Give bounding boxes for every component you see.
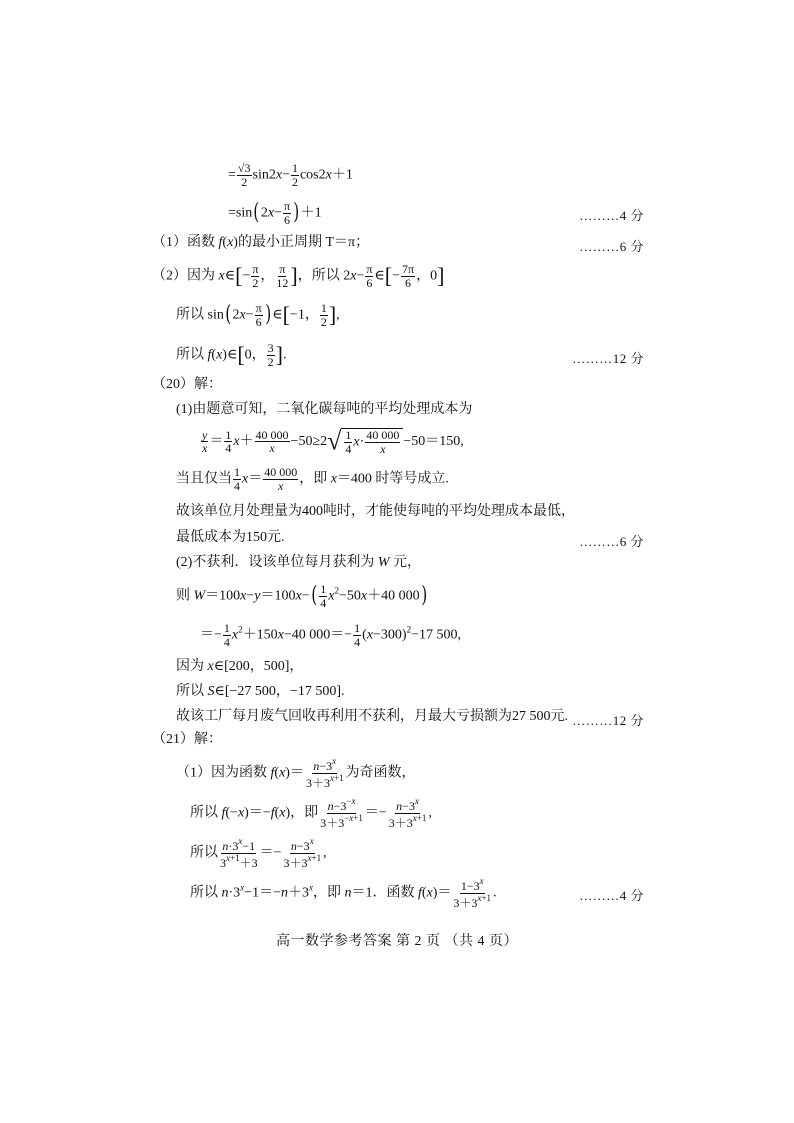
score-6-b: ………6 分 (579, 534, 644, 549)
line-11: 故该单位月处理量为400吨时，才能使每吨的平均处理成本最低， (176, 504, 575, 519)
page-footer: 高一数学参考答案 第 2 页 （共 4 页） (276, 934, 518, 949)
line-18: 故该工厂每月废气回收再利用不获利，月最大亏损额为27 500元. (176, 709, 568, 724)
line-10: 当且仅当 $\frac{1}{4}$ x＝ $\frac{40 000}{x}$ ，即 x＝400 时等号成立. (176, 465, 449, 493)
line-12: 最低成本为150元. (176, 530, 285, 545)
line-22: 所以 $\frac{n\cdot 3^x-1}{3^{x+1}+3}$ ＝− $\frac{n-3^x}{3+3^{x+1}}$ , (190, 836, 327, 870)
line-17: 所以 S∈[−27 500，−17 500]. (176, 684, 345, 699)
line-16: 因为 x∈[200，500]， (176, 659, 304, 674)
line-2: =sin(2x− $\frac{\pi}{6}$ )＋1 (228, 199, 322, 227)
line-1: = $\frac{√3}{2}$ sin2x− $\frac{1}{2}$ cos2x＋1 (228, 161, 353, 189)
line-23: 所以 $n\cdot 3^x-1=-n+3^x$，即 n＝1．函数 f(x)＝ $\frac{1-3^x}{3+3^{x+1}}$ . (190, 876, 497, 910)
score-4-b: ………4 分 (579, 888, 644, 903)
line-21: 所以 f(−x)＝−f(x)，即 $\frac{n-3^{-x}}{3+3^{-x+1}}$ ＝− $\frac{n-3^x}{3+3^{x+1}}$ , (190, 796, 432, 830)
score-6-a: ………6 分 (579, 239, 644, 254)
score-12-b: ………12 分 (572, 713, 644, 728)
line-5: 所以 sin(2x− $\frac{\pi}{6}$ )∈[−1， $\frac{1}{2}$ ], (176, 301, 340, 329)
line-15: ＝− $\frac{1}{4}$ $x^2+150x-40$ 000＝− $\frac{1}{4}$ $(x-300)^2-17$ 500, (200, 621, 461, 649)
line-14: 则 W＝100x−y＝100x−( $\frac{1}{4}$ $x^2-50x+40$ 000) (176, 582, 427, 610)
line-7: （20）解： (152, 377, 222, 392)
line-9: $\frac{y}{x}$ ＝ $\frac{1}{4}$ x＋ $\frac{40 000}{x}$ −50≥2√ $\frac{1}{4}$ x· $\frac{40 000}{x}$ −50＝150, (202, 426, 464, 456)
line-19: （21）解： (152, 732, 222, 747)
score-4-a: ………4 分 (579, 208, 644, 223)
line-8: (1)由题意可知，二氧化碳每吨的平均处理成本为 (176, 402, 473, 417)
line-3: （1）函数 f(x)的最小正周期 T＝π； (152, 235, 370, 250)
line-20: （1）因为函数 f(x)＝ $\frac{n-3^x}{3+3^{x+1}}$ 为奇函数， (176, 756, 416, 790)
line-4: （2）因为 x∈[− $\frac{\pi}{2}$ ， $\frac{\pi}{12}$ ]，所以 2x− $\frac{\pi}{6}$ ∈[− $\frac{7\pi}{6}$ ，0] (152, 262, 445, 290)
score-12-a: ………12 分 (572, 351, 644, 366)
line-6: 所以 f(x)∈[0， $\frac{3}{2}$ ]. (176, 341, 287, 369)
line-13: (2)不获利．设该单位每月获利为 W 元， (176, 555, 421, 570)
